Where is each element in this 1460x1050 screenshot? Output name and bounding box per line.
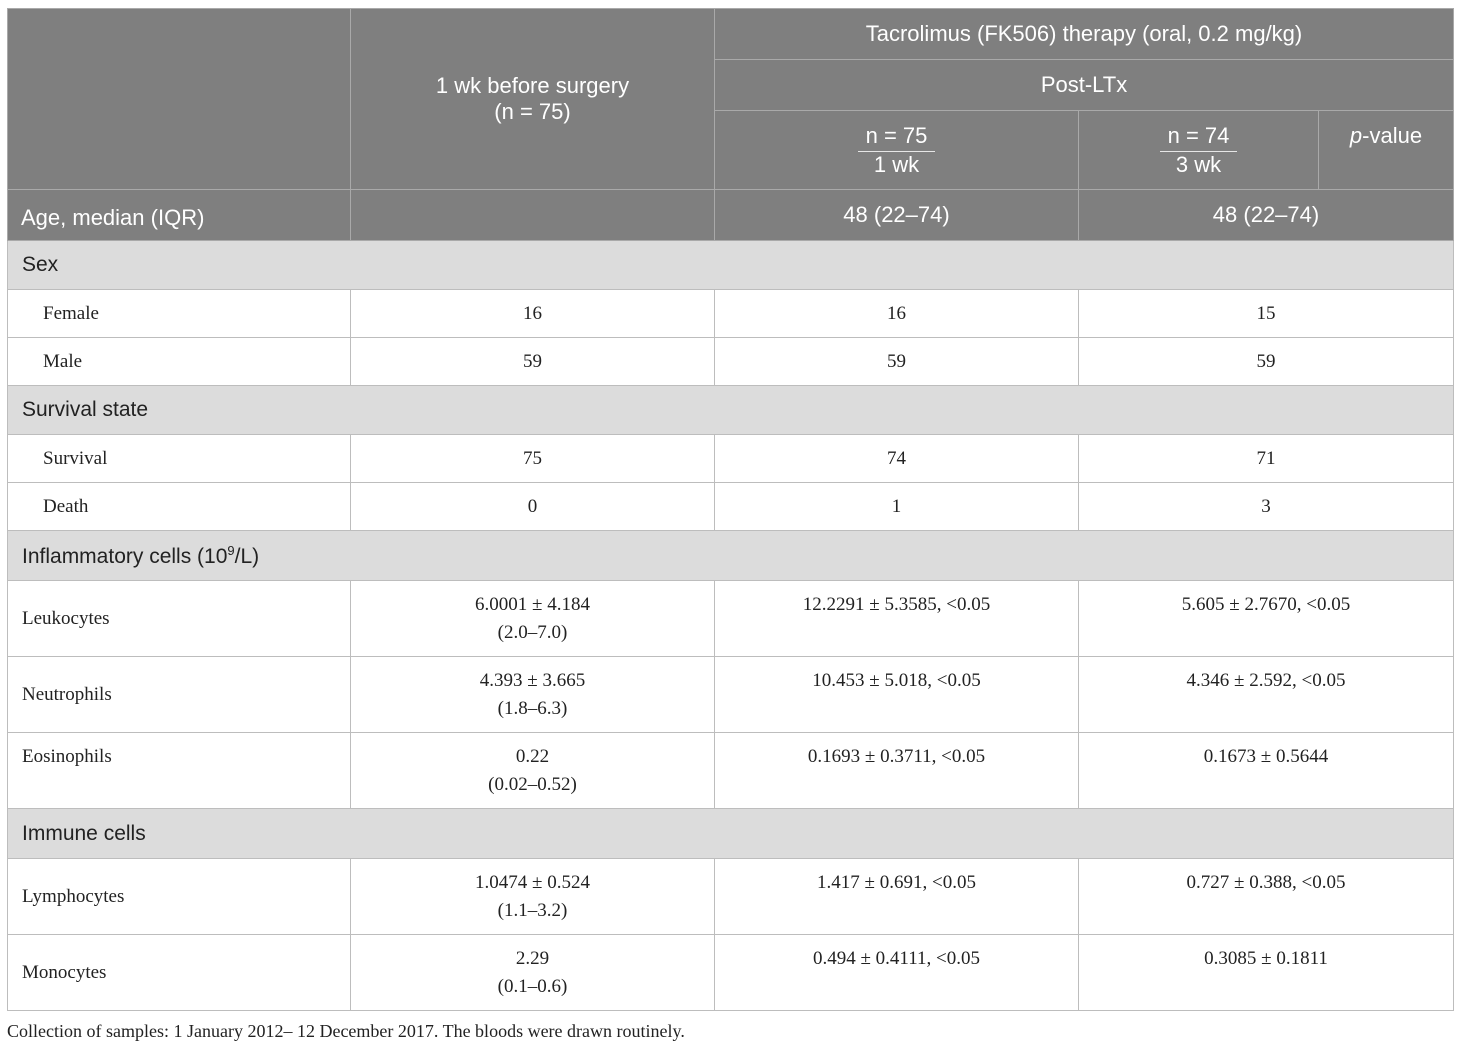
- table-row: [8, 581, 1454, 657]
- fraction-1wk: [858, 123, 936, 178]
- row-label: Survival: [8, 435, 351, 483]
- section-sex: Sex: [8, 241, 1454, 290]
- header-blank-cell: [8, 9, 351, 190]
- age-1wk: 48 (22–74): [715, 190, 1079, 241]
- table-row: [8, 657, 1454, 733]
- row-label: Lymphocytes: [8, 859, 351, 935]
- cell-before-line2: (1.8–6.3): [497, 698, 568, 719]
- cell-before-line2: (1.1–3.2): [497, 900, 568, 921]
- col-1wk-label: 1 wk: [873, 151, 920, 177]
- cell-before-line1: 1.0474 ± 0.524: [475, 872, 590, 893]
- cell-1wk: 59: [715, 338, 1079, 386]
- cell-3wk: 71: [1079, 435, 1454, 483]
- section-inflammatory: [8, 531, 1454, 581]
- cell-before: [351, 935, 715, 1011]
- cell-1wk: 1: [715, 483, 1079, 531]
- cell-1wk: 1.417 ± 0.691, <0.05: [715, 859, 1079, 935]
- table-row: [8, 935, 1454, 1011]
- row-label: Male: [8, 338, 351, 386]
- age-label: Age, median (IQR): [8, 190, 351, 241]
- cell-3wk: 15: [1079, 290, 1454, 338]
- col-3wk-n: n = 74: [1160, 123, 1238, 152]
- row-label: Monocytes: [8, 935, 351, 1011]
- before-surgery-line2: (n = 75): [494, 99, 571, 124]
- row-label: Female: [8, 290, 351, 338]
- cell-before-line2: (0.02–0.52): [488, 774, 577, 795]
- cell-before-line1: 0.22: [515, 746, 550, 767]
- table-row: [8, 338, 1454, 386]
- age-before: [351, 190, 715, 241]
- cell-3wk: 0.3085 ± 0.1811: [1079, 935, 1454, 1011]
- header-col-3wk: [1079, 111, 1319, 190]
- cell-before: [351, 733, 715, 809]
- table-row: [8, 483, 1454, 531]
- cell-3wk: 59: [1079, 338, 1454, 386]
- col-1wk-n: n = 75: [858, 123, 936, 152]
- inflammatory-title-post: /L): [234, 544, 260, 568]
- table-row: [8, 733, 1454, 809]
- header-therapy: Tacrolimus (FK506) therapy (oral, 0.2 mg/kg): [715, 9, 1454, 60]
- section-survival: Survival state: [8, 386, 1454, 435]
- cell-before: [351, 859, 715, 935]
- row-label: Leukocytes: [8, 581, 351, 657]
- cell-before: 59: [351, 338, 715, 386]
- cell-before-line1: 2.29: [515, 948, 550, 969]
- cell-3wk: 0.727 ± 0.388, <0.05: [1079, 859, 1454, 935]
- cell-1wk: 12.2291 ± 5.3585, <0.05: [715, 581, 1079, 657]
- header-col-1wk: [715, 111, 1079, 190]
- cell-before: 0: [351, 483, 715, 531]
- cell-1wk: 10.453 ± 5.018, <0.05: [715, 657, 1079, 733]
- row-label: Death: [8, 483, 351, 531]
- cell-1wk: 16: [715, 290, 1079, 338]
- inflammatory-title-sup: 9: [227, 542, 235, 558]
- header-pvalue: [1319, 111, 1454, 190]
- table-row: [8, 435, 1454, 483]
- cell-1wk: 74: [715, 435, 1079, 483]
- header-before-surgery: [351, 9, 715, 190]
- cell-before-line2: (2.0–7.0): [497, 622, 568, 643]
- pvalue-p: p: [1349, 123, 1363, 148]
- pvalue-rest: -value: [1362, 123, 1423, 148]
- cell-3wk: 0.1673 ± 0.5644: [1079, 733, 1454, 809]
- cell-before-line1: 4.393 ± 3.665: [479, 670, 586, 691]
- data-table: [7, 8, 1454, 1011]
- header-post-ltx: Post-LTx: [715, 60, 1454, 111]
- cell-3wk: 5.605 ± 2.7670, <0.05: [1079, 581, 1454, 657]
- cell-3wk: 4.346 ± 2.592, <0.05: [1079, 657, 1454, 733]
- cell-1wk: 0.1693 ± 0.3711, <0.05: [715, 733, 1079, 809]
- table-row: [8, 859, 1454, 935]
- inflammatory-title-pre: Inflammatory cells (10: [22, 544, 228, 568]
- cell-before: [351, 581, 715, 657]
- row-label: Eosinophils: [8, 733, 351, 809]
- col-3wk-label: 3 wk: [1175, 151, 1222, 177]
- fraction-3wk: [1160, 123, 1238, 178]
- cell-1wk: 0.494 ± 0.4111, <0.05: [715, 935, 1079, 1011]
- cell-before-line2: (0.1–0.6): [497, 976, 568, 997]
- cell-3wk: 3: [1079, 483, 1454, 531]
- cell-before: 16: [351, 290, 715, 338]
- cell-before: [351, 657, 715, 733]
- cell-before: 75: [351, 435, 715, 483]
- age-3wk: 48 (22–74): [1079, 190, 1454, 241]
- table-footnote: Collection of samples: 1 January 2012– 12 December 2017. The bloods were drawn routinely.: [7, 1021, 685, 1041]
- table-row: [8, 290, 1454, 338]
- row-label: Neutrophils: [8, 657, 351, 733]
- before-surgery-line1: 1 wk before surgery: [435, 73, 630, 98]
- cell-before-line1: 6.0001 ± 4.184: [475, 594, 590, 615]
- section-immune: Immune cells: [8, 809, 1454, 859]
